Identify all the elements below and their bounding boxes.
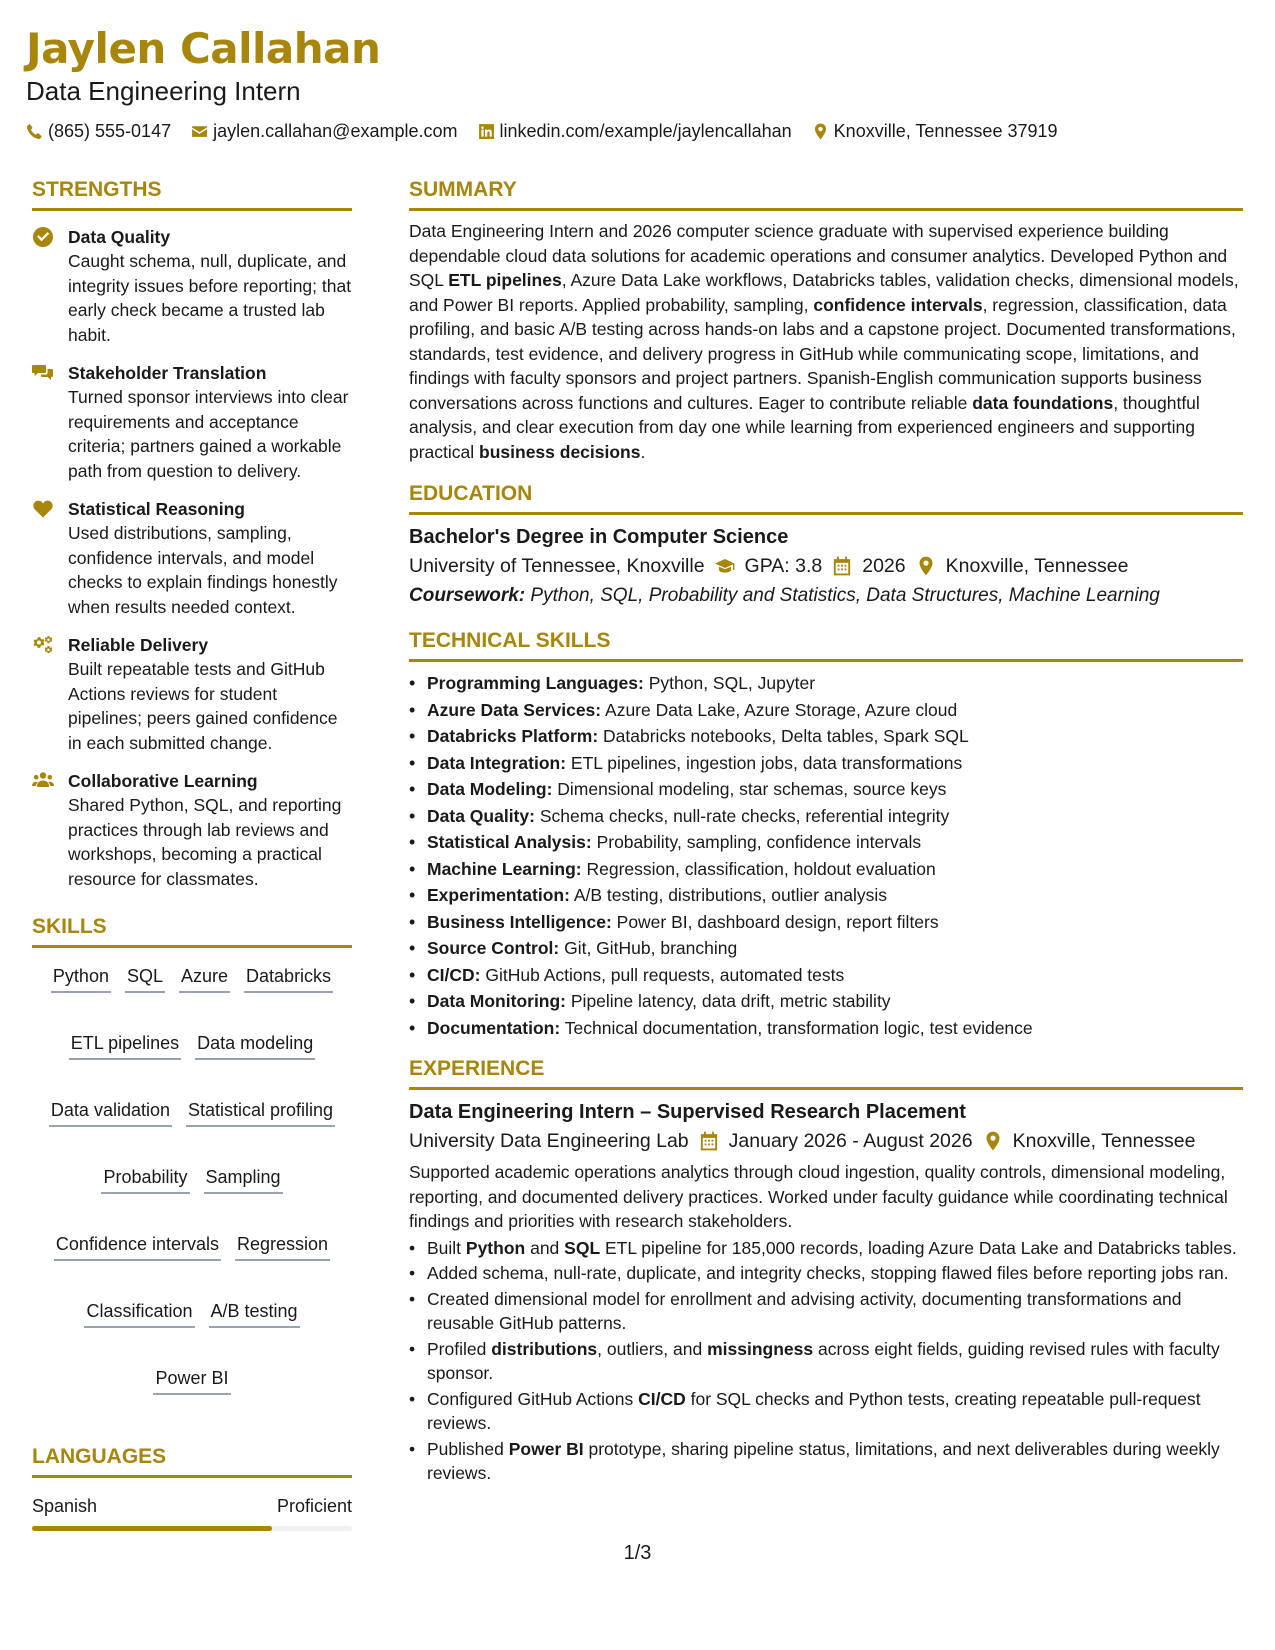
strength-body xyxy=(68,769,352,891)
technical-skill-value: ETL pipelines, ingestion jobs, data transformations xyxy=(566,752,963,773)
education-degree: Bachelor's Degree in Computer Science xyxy=(409,526,789,548)
education-gpa: GPA: 3.8 xyxy=(744,555,823,577)
technical-skill-label: CI/CD: xyxy=(427,964,481,985)
technical-skill-label: Business Intelligence: xyxy=(427,911,612,932)
left-column xyxy=(32,176,352,1531)
job-bullet-text: across eight fields, guiding revised rules with faculty sponsor. xyxy=(427,1338,1220,1383)
technical-skill-item xyxy=(409,935,1243,962)
skill-tag: Data validation xyxy=(49,1098,172,1127)
education-year: 2026 xyxy=(862,555,906,577)
technical-skill-label: Data Integration: xyxy=(427,752,567,773)
languages-list xyxy=(32,1494,352,1531)
technical-skill-value: Python, SQL, Jupyter xyxy=(643,673,816,693)
technical-skill-item xyxy=(409,962,1243,989)
technical-skill-item xyxy=(409,856,1243,883)
strength-title: Data Quality xyxy=(68,227,171,247)
job-bullet-text: Created dimensional model for enrollment and advising activity, documenting transformations and reusable GitHub patterns. xyxy=(427,1288,1182,1333)
contact-phone xyxy=(26,118,171,144)
skills-list xyxy=(32,964,352,1395)
education-coursework xyxy=(409,581,1243,611)
technical-skill-value: Databricks notebooks, Delta tables, Spark SQL xyxy=(598,726,969,746)
education-section xyxy=(409,480,1243,611)
summary-text: , regression, classification, data profiling, and basic A/B testing across hands-on labs and a capstone project. Documented transformations, standards, test evidence, and delivery progress in GitHub while communicating scope, limitations, and findings with faculty sponsors and project partners. Spanish-English communication supports business conversations across functions and cultures. Eager to contribute reliable xyxy=(409,294,1236,413)
technical-skill-value: GitHub Actions, pull requests, automated tests xyxy=(480,964,845,985)
technical-skill-item xyxy=(409,697,1243,724)
skill-tag: A/B testing xyxy=(209,1299,300,1328)
language-row xyxy=(32,1494,352,1518)
education-details xyxy=(409,551,1243,581)
page-number: 1/3 xyxy=(623,1542,652,1564)
strength-body xyxy=(68,633,352,755)
contact-location xyxy=(812,118,1058,144)
technical-skill-value: Power BI, dashboard design, report filters xyxy=(611,911,939,932)
contact-phone-text: (865) 555-0147 xyxy=(48,121,172,141)
strength-description: Used distributions, sampling, confidence intervals, and model checks to explain findings honestly when results needed context. xyxy=(68,523,338,617)
technical-skill-item xyxy=(409,882,1243,909)
job-bullet-bold: Power BI xyxy=(508,1438,584,1459)
resume-header xyxy=(26,22,1246,144)
technical-skill-value: Dimensional modeling, star schemas, source keys xyxy=(552,779,947,799)
job-location: Knoxville, Tennessee xyxy=(1012,1130,1196,1152)
summary-section xyxy=(409,176,1243,464)
summary-bold: business decisions xyxy=(479,441,641,462)
heart-icon xyxy=(32,498,54,520)
technical-skill-item xyxy=(409,909,1243,936)
job-bullet-text: Built xyxy=(427,1237,466,1258)
phone-icon xyxy=(26,123,43,140)
job-bullet xyxy=(409,1387,1243,1436)
technical-skill-label: Experimentation: xyxy=(427,885,570,905)
language-level: Proficient xyxy=(276,1496,352,1516)
summary-text: Data Engineering Intern and 2026 computer science graduate with supervised experience building dependable cloud data solutions for academic operations and consumer analytics. Developed Python and SQL xyxy=(409,221,1228,290)
job-title: Data Engineering Intern – Supervised Research Placement xyxy=(409,1101,966,1123)
job-details xyxy=(409,1126,1243,1156)
skill-tag: Classification xyxy=(84,1299,194,1328)
summary-bold: confidence intervals xyxy=(813,294,983,315)
summary-text: , thoughtful analysis, and clear execution from day one while learning from experienced engineers and supporting practical xyxy=(409,392,1200,462)
technical-skill-label: Databricks Platform: xyxy=(427,726,599,746)
technical-skill-value: Regression, classification, holdout evaluation xyxy=(581,858,936,879)
job-org: University Data Engineering Lab xyxy=(409,1130,689,1152)
users-icon xyxy=(32,770,54,792)
envelope-icon xyxy=(191,123,208,140)
graduation-cap-icon xyxy=(715,556,735,576)
comments-icon xyxy=(32,362,54,384)
map-pin-icon xyxy=(812,123,829,140)
technical-skill-item xyxy=(409,776,1243,803)
technical-skills-list xyxy=(409,670,1243,1041)
job-bullet-text: Added schema, null-rate, duplicate, and integrity checks, stopping flawed files before reporting jobs ran. xyxy=(427,1263,1229,1283)
job-bullet-text: for SQL checks and Python tests, creating repeatable pull-request reviews. xyxy=(427,1388,1201,1433)
strength-title: Reliable Delivery xyxy=(68,635,209,655)
skill-tag: Power BI xyxy=(153,1366,230,1395)
summary-text: . xyxy=(640,441,646,462)
job-bullet-text: and xyxy=(525,1237,565,1258)
strength-title: Stakeholder Translation xyxy=(68,363,267,383)
linkedin-icon xyxy=(478,123,495,140)
map-pin-icon xyxy=(983,1131,1003,1151)
technical-skill-item xyxy=(409,803,1243,830)
strength-description: Caught schema, null, duplicate, and integrity issues before reporting; that early check became a trusted lab habit. xyxy=(68,251,352,345)
skill-tag: Probability xyxy=(101,1165,189,1194)
job-bullet xyxy=(409,1236,1243,1261)
job-bullets xyxy=(409,1236,1243,1486)
skill-tag: ETL pipelines xyxy=(69,1031,181,1060)
language-name: Spanish xyxy=(32,1496,98,1516)
skills-heading: SKILLS xyxy=(32,913,352,948)
contact-linkedin[interactable] xyxy=(478,118,792,144)
job-bullet-text: Profiled xyxy=(427,1338,492,1359)
job-bullet-bold: distributions xyxy=(491,1338,598,1359)
language-proficiency-fill xyxy=(32,1526,272,1531)
strength-item xyxy=(32,225,352,347)
skill-tag: Data modeling xyxy=(195,1031,315,1060)
contact-bar xyxy=(26,118,1246,144)
job-bullet-bold: CI/CD xyxy=(638,1388,686,1409)
check-circle-icon xyxy=(32,226,54,248)
strength-title: Statistical Reasoning xyxy=(68,499,245,519)
job-bullet-text: ETL pipeline for 185,000 records, loading Azure Data Lake and Databricks tables. xyxy=(600,1237,1237,1258)
job-description: Supported academic operations analytics through cloud ingestion, quality controls, dimensional modeling, reporting, and documented delivery practices. Worked under faculty guidance while coordinating technical findings and priorities with research stakeholders. xyxy=(409,1162,1228,1231)
skill-tag: Confidence intervals xyxy=(54,1232,221,1261)
technical-skill-item xyxy=(409,829,1243,856)
contact-location-text: Knoxville, Tennessee 37919 xyxy=(833,121,1058,141)
coursework-text: Python, SQL, Probability and Statistics, Data Structures, Machine Learning xyxy=(530,585,1160,606)
strength-title: Collaborative Learning xyxy=(68,771,258,791)
calendar-icon xyxy=(699,1131,719,1151)
experience-heading: EXPERIENCE xyxy=(409,1055,1243,1090)
technical-skill-label: Programming Languages: xyxy=(427,673,644,693)
contact-email[interactable] xyxy=(191,118,457,144)
technical-skills-section xyxy=(409,627,1243,1041)
technical-skill-value: Azure Data Lake, Azure Storage, Azure cloud xyxy=(601,699,958,720)
summary-bold: data foundations xyxy=(972,392,1114,413)
job-bullet xyxy=(409,1437,1243,1486)
language-proficiency-bar xyxy=(32,1526,352,1531)
skill-tag: Sampling xyxy=(204,1165,283,1194)
strength-description: Turned sponsor interviews into clear requirements and acceptance criteria; partners gained a workable path from question to delivery. xyxy=(68,387,349,481)
education-school: University of Tennessee, Knoxville xyxy=(409,555,705,577)
job-bullet-text: , outliers, and xyxy=(597,1338,708,1359)
technical-skill-label: Source Control: xyxy=(427,938,560,958)
summary-text xyxy=(409,219,1243,464)
job-bullet xyxy=(409,1337,1243,1386)
right-column xyxy=(409,176,1243,1487)
technical-skill-value: A/B testing, distributions, outlier analysis xyxy=(569,885,888,905)
technical-skill-label: Azure Data Services: xyxy=(427,699,602,720)
job-dates: January 2026 - August 2026 xyxy=(728,1130,973,1152)
technical-skill-label: Documentation: xyxy=(427,1017,561,1038)
skill-tag: Python xyxy=(51,964,111,993)
strengths-list xyxy=(32,225,352,891)
strengths-section xyxy=(32,176,352,891)
gears-icon xyxy=(32,634,54,656)
job-bullet-bold: SQL xyxy=(564,1237,601,1258)
candidate-title: Data Engineering Intern xyxy=(26,76,301,106)
strength-item xyxy=(32,361,352,483)
experience-section xyxy=(409,1055,1243,1486)
education-location: Knoxville, Tennessee xyxy=(945,555,1129,577)
strength-description: Shared Python, SQL, and reporting practices through lab reviews and workshops, becoming a practical resource for classmates. xyxy=(68,795,342,889)
technical-skill-item xyxy=(409,750,1243,777)
technical-skill-value: Technical documentation, transformation logic, test evidence xyxy=(560,1017,1033,1038)
contact-linkedin-text[interactable]: linkedin.com/example/jaylencallahan xyxy=(499,121,792,141)
summary-heading: SUMMARY xyxy=(409,176,1243,211)
skill-tag: Azure xyxy=(179,964,230,993)
job-bullet xyxy=(409,1261,1243,1286)
summary-bold: ETL pipelines xyxy=(448,270,562,290)
technical-skill-value: Git, GitHub, branching xyxy=(559,938,738,958)
job-bullet-bold: missingness xyxy=(707,1338,814,1359)
technical-skill-label: Data Modeling: xyxy=(427,779,553,799)
strength-body xyxy=(68,497,352,619)
technical-skill-value: Pipeline latency, data drift, metric stability xyxy=(566,991,891,1011)
technical-skill-label: Data Monitoring: xyxy=(427,991,567,1011)
technical-skill-value: Probability, sampling, confidence intervals xyxy=(591,832,922,852)
technical-skill-item xyxy=(409,988,1243,1015)
contact-email-text[interactable]: jaylen.callahan@example.com xyxy=(213,121,458,141)
job-bullet-text: Published xyxy=(427,1438,509,1459)
summary-text: , Azure Data Lake workflows, Databricks tables, validation checks, dimensional models, and Power BI reports. Applied probability, sampling, xyxy=(409,270,1239,315)
strengths-heading: STRENGTHS xyxy=(32,176,352,211)
skill-tag: SQL xyxy=(125,964,165,993)
technical-skill-item xyxy=(409,723,1243,750)
calendar-icon xyxy=(832,556,852,576)
skill-tag: Databricks xyxy=(244,964,333,993)
candidate-name: Jaylen Callahan xyxy=(26,24,381,73)
technical-skill-item xyxy=(409,670,1243,697)
languages-heading: LANGUAGES xyxy=(32,1443,352,1478)
job-bullet-bold: Python xyxy=(465,1237,526,1258)
technical-skill-value: Schema checks, null-rate checks, referential integrity xyxy=(534,805,950,826)
strength-body xyxy=(68,225,352,347)
job-bullet-text: Configured GitHub Actions xyxy=(427,1388,639,1409)
skill-tag: Regression xyxy=(235,1232,330,1261)
strength-description: Built repeatable tests and GitHub Actions reviews for student pipelines; peers gained confidence in each submitted change. xyxy=(68,659,338,753)
education-heading: EDUCATION xyxy=(409,480,1243,515)
map-pin-icon xyxy=(916,556,936,576)
strength-item xyxy=(32,769,352,891)
strength-body xyxy=(68,361,352,483)
technical-skill-label: Statistical Analysis: xyxy=(427,832,592,852)
coursework-label: Coursework: xyxy=(409,585,526,606)
skill-tag: Statistical profiling xyxy=(186,1098,335,1127)
technical-skill-item xyxy=(409,1015,1243,1042)
technical-skills-heading: TECHNICAL SKILLS xyxy=(409,627,1243,662)
technical-skill-label: Machine Learning: xyxy=(427,858,582,879)
skills-section xyxy=(32,913,352,1395)
strength-item xyxy=(32,497,352,619)
job-bullet xyxy=(409,1287,1243,1336)
technical-skill-label: Data Quality: xyxy=(427,805,535,826)
strength-item xyxy=(32,633,352,755)
languages-section xyxy=(32,1443,352,1531)
job-bullet-text: prototype, sharing pipeline status, limitations, and next deliverables during weekly reviews. xyxy=(427,1438,1220,1483)
